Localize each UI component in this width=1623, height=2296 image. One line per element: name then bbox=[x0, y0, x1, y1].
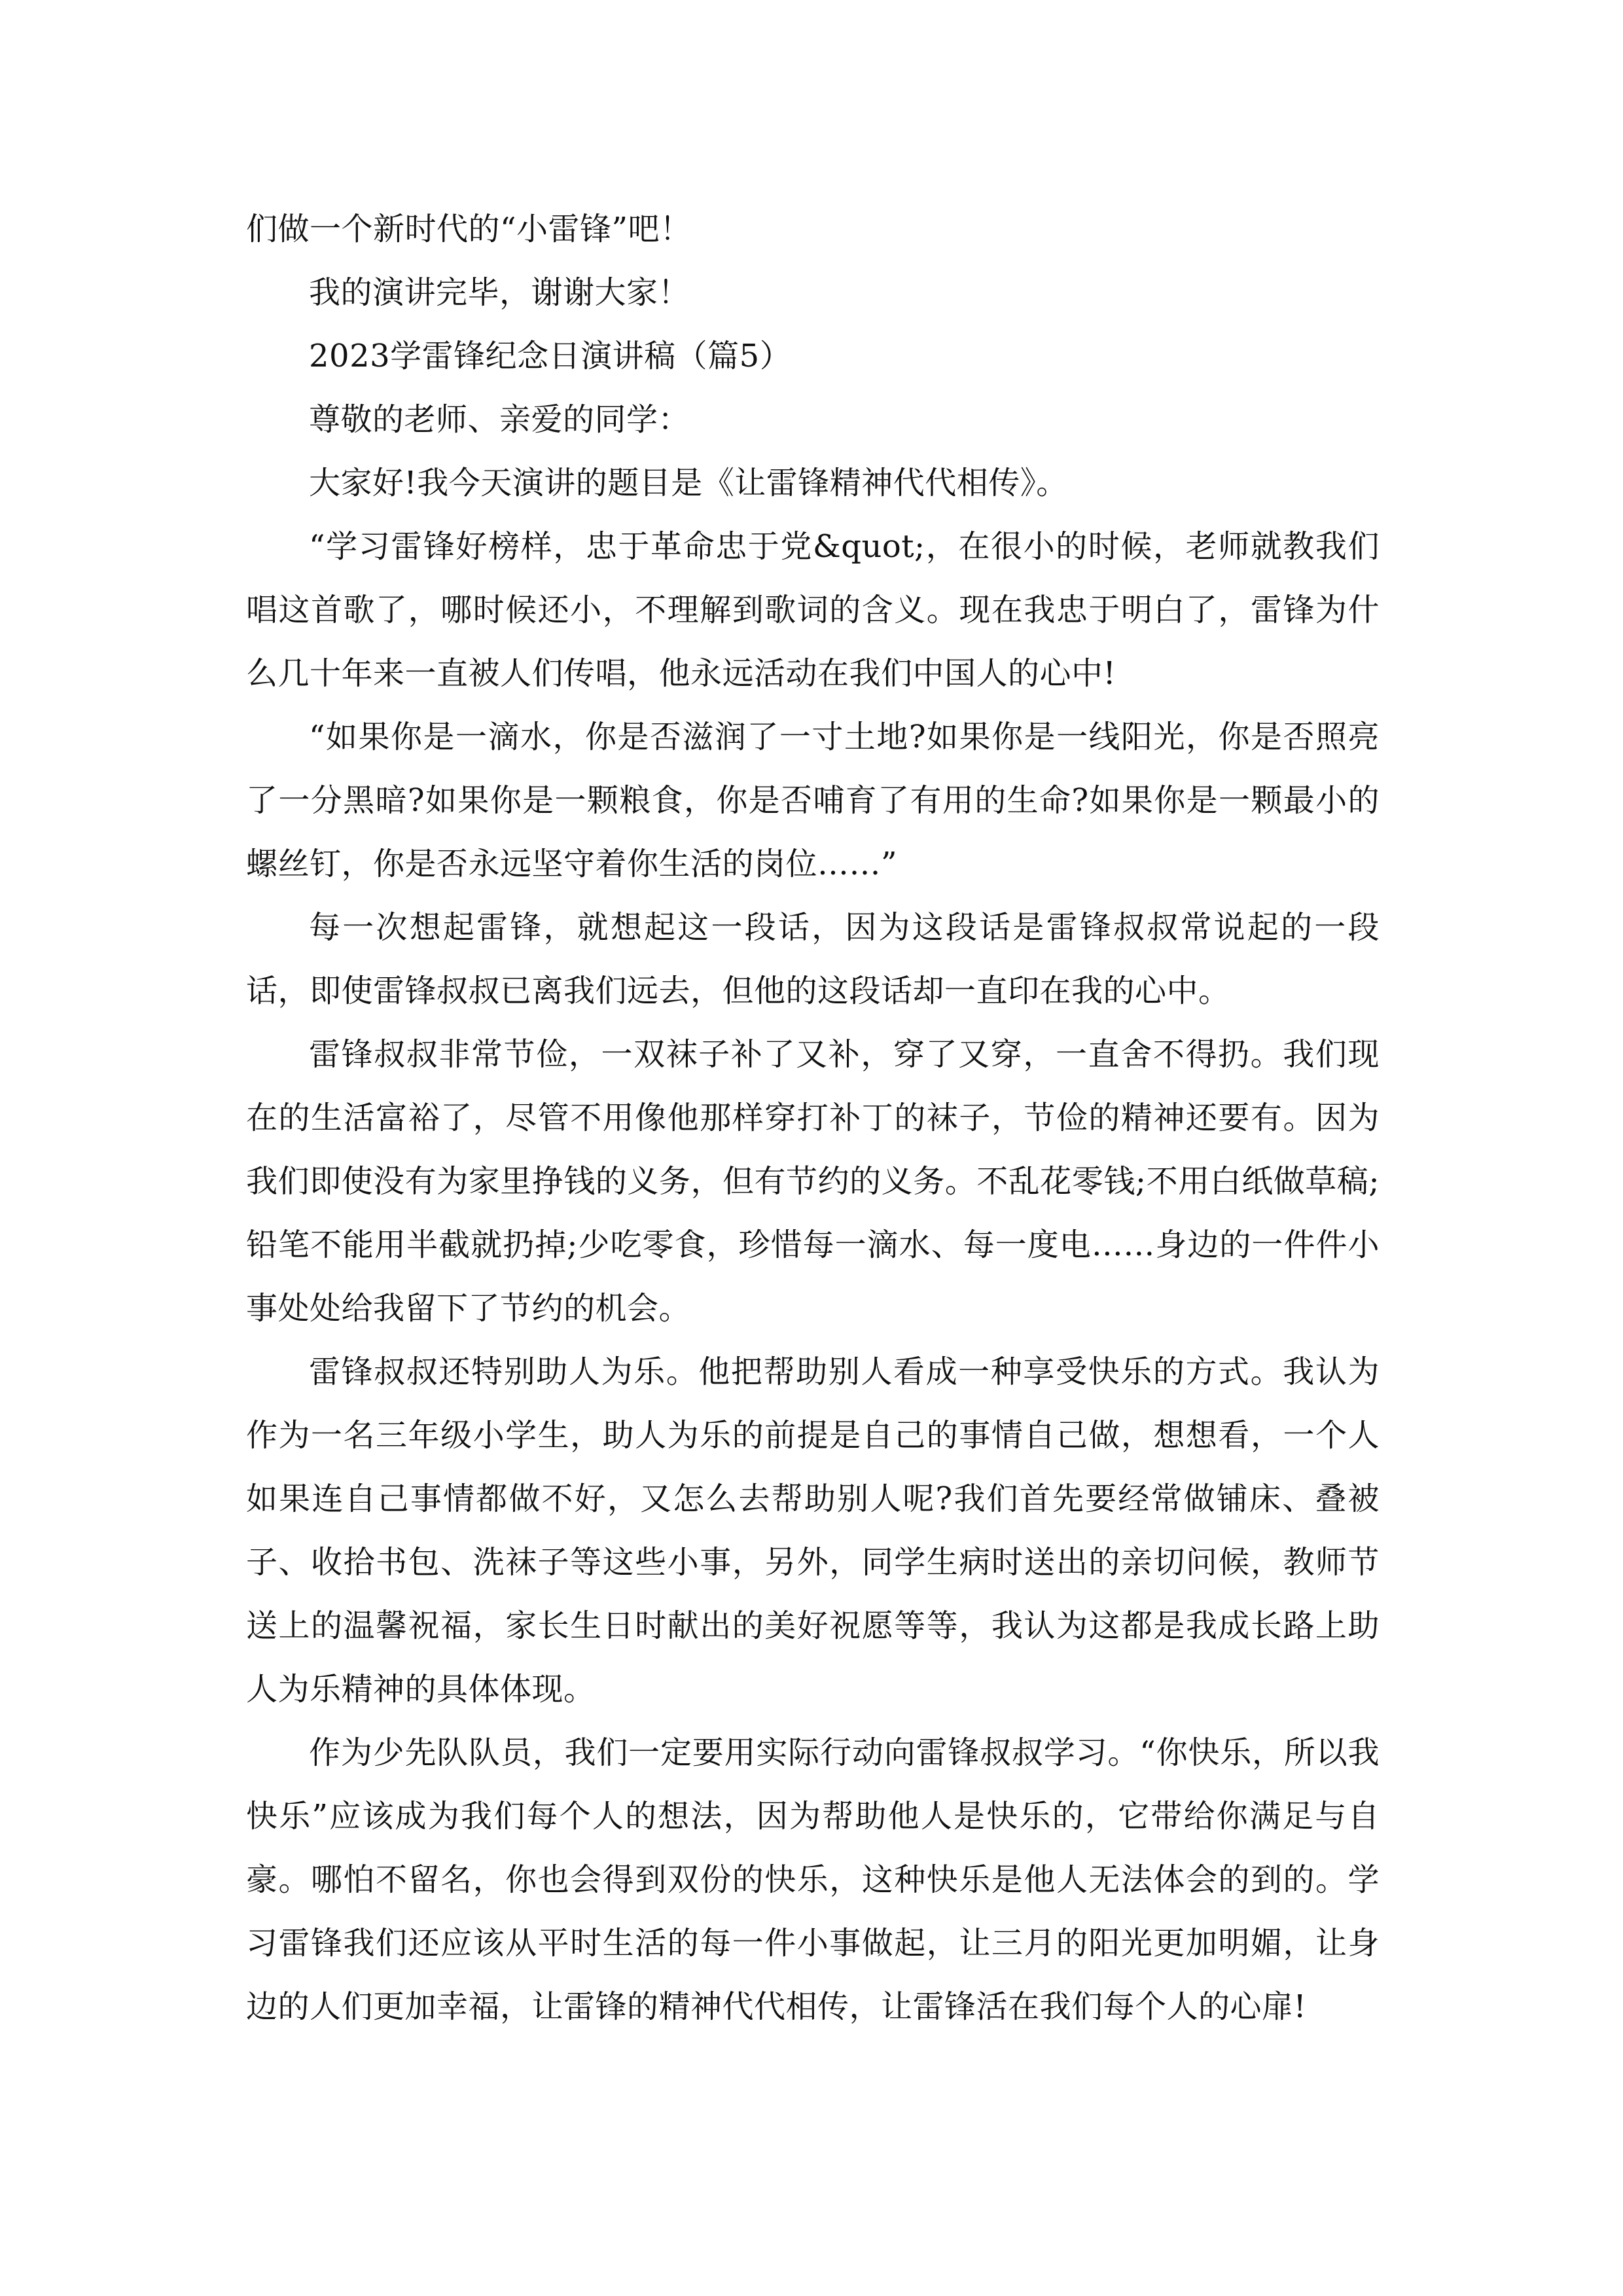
paragraph-quote: “如果你是一滴水，你是否滋润了一寸土地?如果你是一线阳光，你是否照亮了一分黑暗?如果你是一颗粮食，你是否哺育了有用的生命?如果你是一颗最小的螺丝钉，你是否永远坚守着你生活的岗位……” bbox=[246, 719, 1380, 882]
paragraph-helping: 雷锋叔叔还特别助人为乐。他把帮助别人看成一种享受快乐的方式。我认为作为一名三年级小学生，助人为乐的前提是自己的事情自己做，想想看，一个人如果连自己事情都做不好，又怎么去帮助别人呢?我们首先要经常做铺床、叠被子、收拾书包、洗袜子等这些小事，另外，同学生病时送出的亲切问候，教师节送上的温馨祝福，家长生日时献出的美好祝愿等等，我认为这都是我成长路上助人为乐精神的具体体现。 bbox=[246, 1354, 1380, 1708]
speech-title: 2023学雷锋纪念日演讲稿（篇5） bbox=[309, 338, 792, 374]
paragraph-closing: 我的演讲完毕，谢谢大家！ bbox=[309, 274, 690, 311]
paragraph-conclusion: 作为少先队队员，我们一定要用实际行动向雷锋叔叔学习。“你快乐，所以我快乐”应该成为我们每个人的想法，因为帮助他人是快乐的，它带给你满足与自豪。哪怕不留名，你也会得到双份的快乐，这种快乐是他人无法体会的到的。学习雷锋我们还应该从平时生活的每一件小事做起，让三月的阳光更加明媚，让身边的人们更加幸福，让雷锋的精神代代相传，让雷锋活在我们每个人的心扉! bbox=[246, 1734, 1380, 2025]
paragraph-song: “学习雷锋好榜样，忠于革命忠于党&quot;，在很小的时候，老师就教我们唱这首歌了，哪时候还小，不理解到歌词的含义。现在我忠于明白了，雷锋为什么几十年来一直被人们传唱，他永远活动在我们中国人的心中! bbox=[246, 528, 1380, 692]
paragraph-memory: 每一次想起雷锋，就想起这一段话，因为这段话是雷锋叔叔常说起的一段话，即使雷锋叔叔已离我们远去，但他的这段话却一直印在我的心中。 bbox=[246, 909, 1380, 1009]
paragraph-continuation: 们做一个新时代的“小雷锋”吧！ bbox=[246, 211, 692, 247]
salutation: 尊敬的老师、亲爱的同学： bbox=[309, 401, 690, 438]
paragraph-thrift: 雷锋叔叔非常节俭，一双袜子补了又补，穿了又穿，一直舍不得扔。我们现在的生活富裕了，尽管不用像他那样穿打补丁的袜子，节俭的精神还要有。因为我们即使没有为家里挣钱的义务，但有节约的义务。不乱花零钱;不用白纸做草稿;铅笔不能用半截就扔掉;少吃零食，珍惜每一滴水、每一度电……身边的一件件小事处处给我留下了节约的机会。 bbox=[246, 1036, 1380, 1327]
document-body bbox=[246, 198, 1380, 2039]
paragraph-intro: 大家好!我今天演讲的题目是《让雷锋精神代代相传》。 bbox=[309, 465, 1068, 501]
